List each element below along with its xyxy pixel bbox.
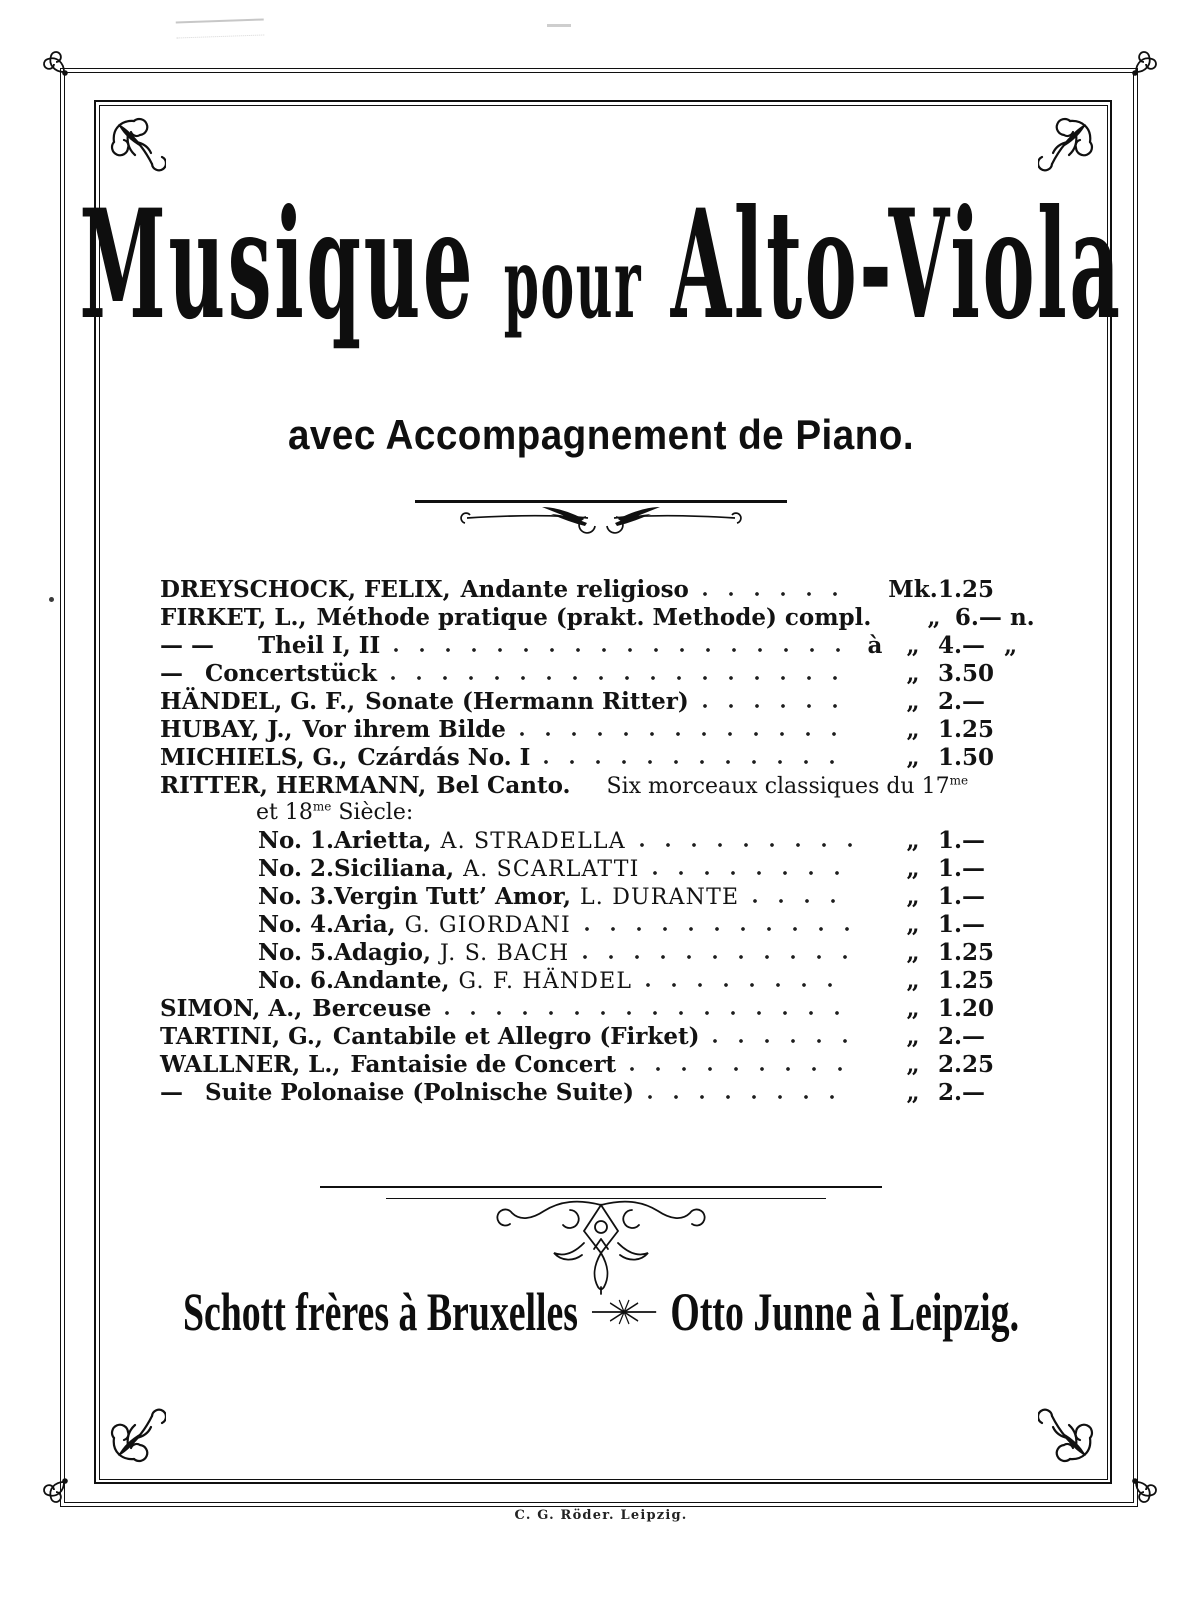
price-value: 6.—	[954, 604, 1002, 631]
work-title: Sonate (Hermann Ritter)	[365, 688, 689, 715]
currency-mark: „	[906, 855, 920, 882]
ordinal-superscript: me	[312, 799, 332, 814]
item-number: No. 3.	[258, 883, 334, 910]
dot-leader	[583, 925, 854, 933]
ditto-dashes: — —	[160, 632, 215, 659]
floral-corner-icon	[106, 112, 166, 172]
floral-corner-icon	[1038, 112, 1098, 172]
composer-name: RITTER, HERMANN,	[160, 772, 427, 799]
group-description-continued	[256, 800, 413, 825]
composer-name: FIRKET, L.,	[160, 604, 307, 631]
page-title	[79, 177, 1123, 353]
price-value: 4.—	[938, 632, 986, 659]
composer-name: G. F. HÄNDEL	[458, 969, 633, 994]
work-title: Arietta,	[334, 827, 432, 854]
dot-leader	[711, 1037, 854, 1045]
price-value: 2.25	[938, 1051, 995, 1078]
currency-mark: „	[906, 939, 920, 966]
ordinal-superscript: me	[949, 773, 969, 788]
dot-leader	[581, 953, 854, 961]
price-value: 1.—	[938, 827, 986, 854]
price-value: 2.—	[938, 1023, 986, 1050]
catalog-row	[160, 660, 1040, 688]
group-description-text: Six morceaux classiques du 17	[606, 774, 950, 799]
ditto-dash: —	[160, 660, 183, 687]
currency-mark: „	[906, 716, 920, 743]
work-title: Vor ihrem Bilde	[302, 716, 506, 743]
group-description-text: et 18	[256, 800, 313, 825]
catalog-row	[160, 1023, 1040, 1051]
catalog-row	[160, 688, 1040, 716]
price-qualifier: à	[867, 632, 883, 659]
dot-leader	[389, 674, 854, 682]
printer-credit: C. G. Röder. Leipzig.	[514, 1508, 688, 1523]
currency-mark: „	[906, 744, 920, 771]
composer-name: TARTINI, G.,	[160, 1023, 323, 1050]
composer-name: J. S. BACH	[440, 941, 570, 966]
currency-mark: „	[906, 967, 920, 994]
catalog-row	[160, 1079, 1040, 1107]
price-value: 1.25	[938, 576, 995, 603]
currency-mark: „	[906, 688, 920, 715]
title-block	[0, 177, 1202, 353]
currency-mark: „	[906, 827, 920, 854]
price-value: 1.20	[938, 995, 995, 1022]
composer-name: WALLNER, L.,	[160, 1051, 341, 1078]
catalog-row	[160, 995, 1040, 1023]
pencil-scribble-artifact	[176, 18, 265, 38]
composer-name: A. SCARLATTI	[463, 857, 640, 882]
work-title: Andante religioso	[460, 576, 689, 603]
work-title: Aria,	[334, 911, 396, 938]
group-description	[607, 774, 969, 799]
price-value: 1.25	[938, 939, 995, 966]
work-title: Siciliana,	[334, 855, 455, 882]
currency-mark: „	[906, 1079, 920, 1106]
ditto-dash: —	[160, 1079, 183, 1106]
item-number: No. 5.	[258, 939, 334, 966]
dot-leader	[518, 730, 854, 738]
catalog-row	[160, 1051, 1040, 1079]
dot-leader	[751, 897, 854, 905]
scan-speck-artifact	[547, 24, 571, 27]
floral-corner-icon	[106, 1408, 166, 1468]
price-value: 3.50	[938, 660, 995, 687]
catalog-subrow	[160, 827, 1040, 855]
work-title: Concertstück	[205, 660, 377, 687]
dot-leader	[701, 702, 854, 710]
catalog-subrow	[160, 855, 1040, 883]
scroll-curl-icon	[32, 40, 68, 76]
work-title: Adagio,	[334, 939, 431, 966]
publisher-right: Otto Junne à Leipzig.	[670, 1282, 1020, 1342]
price-value: 1.—	[938, 883, 986, 910]
dot-leader	[646, 1093, 854, 1101]
catalog-row	[160, 576, 1040, 604]
price-value: 2.—	[938, 1079, 986, 1106]
currency-mark: Mk.	[888, 576, 938, 603]
divider-rule	[320, 1186, 882, 1188]
work-title: Theil I, II	[258, 632, 381, 659]
title-word: Musique	[79, 177, 476, 353]
work-title: Vergin Tutt’ Amor,	[334, 883, 571, 910]
price-value: 1.25	[938, 967, 995, 994]
dot-leader	[443, 1009, 854, 1017]
title-word: pour	[503, 226, 643, 340]
dot-leader	[542, 758, 854, 766]
group-description-text: Siècle:	[331, 800, 414, 825]
composer-name: A. STRADELLA	[440, 829, 626, 854]
work-title: Bel Canto.	[436, 772, 571, 799]
work-title: Cantabile et Allegro (Firket)	[332, 1023, 700, 1050]
dot-leader	[651, 869, 854, 877]
catalog-subrow	[160, 911, 1040, 939]
catalog-group-header	[160, 772, 1040, 800]
price-note: n.	[1009, 604, 1035, 631]
item-number: No. 6.	[258, 967, 334, 994]
price-list	[160, 576, 1040, 1107]
price-value: 2.—	[938, 688, 986, 715]
star-flourish-icon	[592, 1298, 656, 1326]
catalog-subrow	[160, 939, 1040, 967]
divider-rule	[415, 500, 787, 503]
work-title: Méthode pratique (prakt. Methode) compl.	[316, 604, 872, 631]
item-number: No. 4.	[258, 911, 334, 938]
composer-name: G. GIORDANI	[404, 913, 571, 938]
composer-name: HUBAY, J.,	[160, 716, 293, 743]
work-title: Suite Polonaise (Polnische Suite)	[205, 1079, 635, 1106]
catalog-row	[160, 716, 1040, 744]
currency-mark: „	[906, 911, 920, 938]
price-value: 1.25	[938, 716, 995, 743]
catalog-row	[160, 604, 1040, 632]
composer-name: HÄNDEL, G. F.,	[160, 688, 356, 715]
currency-mark: „	[906, 995, 920, 1022]
currency-mark: „	[906, 660, 920, 687]
floral-corner-icon	[1038, 1408, 1098, 1468]
scroll-curl-icon	[1132, 40, 1168, 76]
page-subtitle: avec Accompagnement de Piano.	[287, 411, 915, 458]
dot-leader	[638, 841, 854, 849]
publisher-line	[180, 1281, 1021, 1343]
dot-leader	[644, 981, 854, 989]
currency-mark: „	[927, 604, 941, 631]
work-title: Fantaisie de Concert	[350, 1051, 617, 1078]
scan-dot-artifact	[49, 597, 54, 602]
composer-name: L. DURANTE	[580, 885, 740, 910]
item-number: No. 1.	[258, 827, 334, 854]
catalog-subrow	[160, 967, 1040, 995]
catalog-subrow	[160, 883, 1040, 911]
currency-mark: „	[906, 632, 920, 659]
dot-leader	[628, 1065, 854, 1073]
currency-mark: „	[906, 1023, 920, 1050]
price-note: „	[1004, 632, 1018, 659]
work-title: Andante,	[334, 967, 450, 994]
title-word: Alto-Viola	[670, 177, 1123, 353]
catalog-row	[160, 744, 1040, 772]
work-title: Czárdás No. I	[357, 744, 531, 771]
dot-leader	[701, 590, 854, 598]
composer-name: MICHIELS, G.,	[160, 744, 348, 771]
catalog-group-header-continued	[160, 800, 1040, 827]
composer-name: SIMON, A.,	[160, 995, 303, 1022]
currency-mark: „	[906, 1051, 920, 1078]
work-title: Berceuse	[312, 995, 432, 1022]
item-number: No. 2.	[258, 855, 334, 882]
composer-name: DREYSCHOCK, FELIX,	[160, 576, 451, 603]
currency-mark: „	[906, 883, 920, 910]
publisher-left: Schott frères à Bruxelles	[182, 1282, 579, 1342]
price-value: 1.50	[938, 744, 995, 771]
catalog-row	[160, 632, 1040, 660]
scroll-flourish-icon	[456, 505, 746, 543]
dot-leader	[392, 646, 854, 654]
price-value: 1.—	[938, 911, 986, 938]
price-value: 1.—	[938, 855, 986, 882]
